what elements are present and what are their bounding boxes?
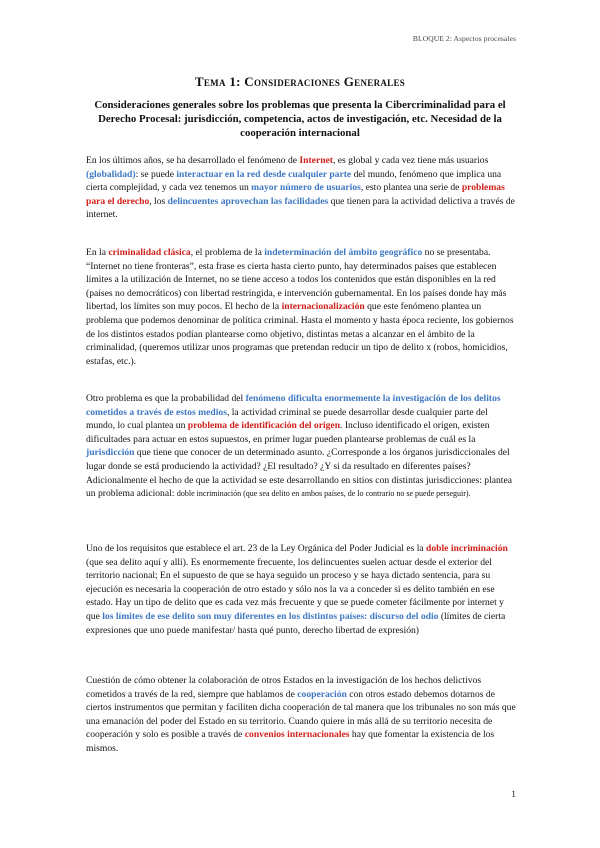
highlight-criminalidad-clasica: criminalidad clásica <box>108 247 191 258</box>
highlight-jurisdiccion: jurisdicción <box>86 447 135 459</box>
running-header: BLOQUE 2: Aspectos procesales <box>412 34 516 43</box>
highlight-convenios: convenios internacionales <box>244 729 350 741</box>
highlight-internacionalizacion: internacionalización <box>281 301 365 313</box>
highlight-discurso-odio: los límites de ese delito son muy diferentes en los distintos países: discurso del odio <box>102 610 439 622</box>
highlight-mayor-numero: mayor número de usuarios <box>251 182 361 194</box>
small-note: doble incriminación (que sea delito en ambos países, de lo contrario no se puede perseguir). <box>176 489 471 499</box>
paragraph-5: Cuestión de cómo obtener la colaboración de otros Estados en la investigación de los hechos delictivos cometidos a través de la red, siempre que hablamos de cooperación con otros estado debemos dotarnos de ciertos instrumentos que permitan y faciliten dicha cooperación de tal manera que los tribunales no son más que una emanación del poder del Estado en su territorio. Cuando quiere in más allá de su territorio necesita de cooperación y solo es posible a través de convenios internacionales hay que fomentar la existencia de los mismos. <box>86 675 516 754</box>
paragraph-1: En los últimos años, se ha desarrollado el fenómeno de Internet, es global y cada vez tiene más usuarios (globalidad): se puede interactuar en la red desde cualquier parte del mundo, fenómeno que implica una cierta complejidad, y cada vez tenemos un mayor número de usuarios, esto plantea una serie de problemas para el derecho, los delincuentes aprovechan las facilidades que tienen para la actividad delictiva a través de internet. <box>86 155 515 221</box>
page-title: Tema 1: Consideraciones Generales <box>194 74 406 89</box>
highlight-delincuentes: delincuentes aprovechan las facilidades <box>167 195 329 207</box>
highlight-interactuar: interactuar en la red desde cualquier parte <box>176 168 352 180</box>
page-number: 1 <box>511 790 516 800</box>
highlight-globalidad: (globalidad) <box>86 168 136 180</box>
highlight-indeterminacion: indeterminación del ámbito geográfico <box>264 247 423 258</box>
paragraph-2: En la criminalidad clásica, el problema de la indeterminación del ámbito geográfico no se presentaba. “Internet no tiene fronteras”, esta frase es cierta hasta cierto punto, hay determinados países que establecen límites a la utilización de Internet, no se tiene acceso a todos los contenidos que están disponibles en la red (países no democráticos) con libertad restringida, e intervención gubernamental. En los países donde hay más libertad, los límites son muy pocos. El hecho de la internacionalización que este fenómeno plantea un problema que podemos denominar de política criminal. Hasta el momento y hasta época reciente, los gobiernos de los distintos estados podían plantearse como objetivo, distintas metas a alcanzar en el ámbito de la criminalidad, (queremos utilizar unos programas que pretendan reducir un tipo de delito x (robos, homicidios, estafas, etc.). <box>86 247 514 367</box>
paragraph-4: Uno de los requisitos que establece el art. 23 de la Ley Orgánica del Poder Judicial es la doble incriminación (que sea delito aquí y allí). Es enormemente frecuente, los delincuentes suelen actuar desde el exterior del territorio nacional; En el supuesto de que se haya seguido un proceso y se haya dictado sentencia, para su ejecución es necesaria la cooperación de otro estado y sólo nos la va a conceder si es delito también en ese estado. Hay un tipo de delito que es cada vez más frecuente y que se puede cometer fácilmente por internet y que los límites de ese delito son muy diferentes en los distintos países: discurso del odio (límites de cierta expresiones que uno puede manifestar/ hasta qué punto, derecho libertad de expresión) <box>86 543 508 636</box>
highlight-identificacion-origen: problema de identificación del origen <box>187 420 341 432</box>
highlight-problemas-derecho: problemas para el derecho <box>86 182 505 207</box>
highlight-cooperacion: cooperación <box>297 688 347 700</box>
paragraph-3: Otro problema es que la probabilidad del fenómeno dificulta enormemente la investigación de los delitos cometidos a través de estos medios, la actividad criminal se puede desarrollar desde cualquier parte del mundo, lo cual plantea un problema de identificación del origen. Incluso identificado el origen, existen dificultades para actuar en estos supuestos, en primer lugar pueden plantearse problemas de cuál es la jurisdicción que tiene que conocer de un determinado asunto. ¿Corresponde a los órganos jurisdiccionales del lugar donde se está produciendo la actividad? ¿El resultado? ¿Y si da resultado en diferentes países? Adicionalmente el hecho de que la actividad se este desarrollando en sitios con distintas jurisdicciones: plantea un problema adicional: doble incriminación (que sea delito en ambos países, de lo contrario no se puede perseguir). <box>86 393 512 500</box>
highlight-doble-incriminacion: doble incriminación <box>426 543 508 554</box>
highlight-internet: Internet <box>299 155 333 166</box>
highlight-fenomeno-dificulta: fenómeno dificulta enormemente la investigación de los delitos cometidos a través de estos medios <box>86 393 501 418</box>
section-subtitle: Consideraciones generales sobre los problemas que presenta la Cibercriminalidad para el Derecho Procesal: jurisdicción, competencia, actos de investigación, etc. Necesidad de la cooperación internacional <box>94 99 506 140</box>
